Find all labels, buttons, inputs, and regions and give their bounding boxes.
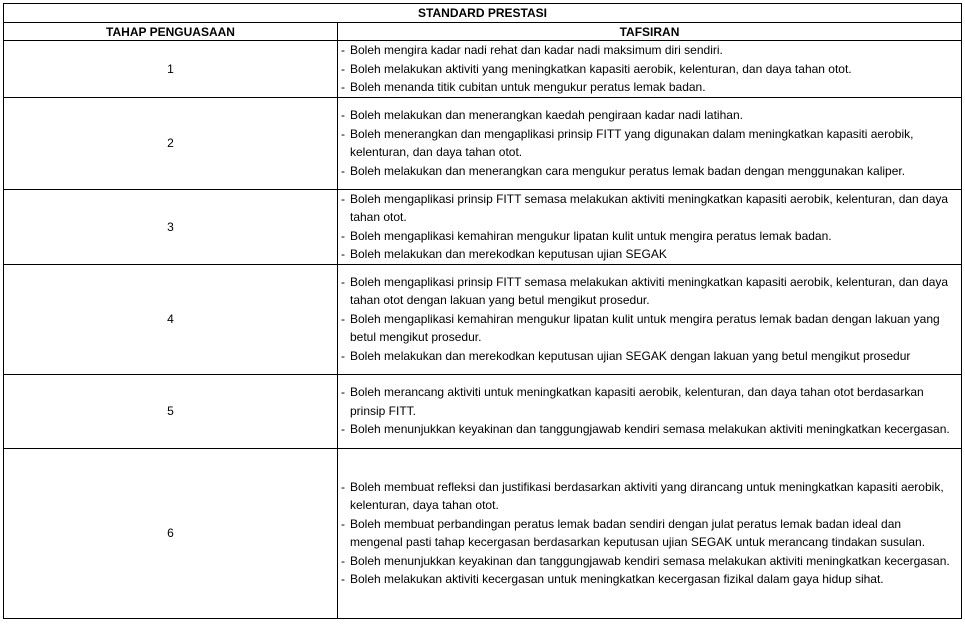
description-item (341, 60, 955, 79)
column-header-description: TAFSIRAN (338, 23, 962, 41)
description-text: Boleh menanda titik cubitan untuk mengukur peratus lemak badan. (350, 80, 706, 94)
description-text: Boleh melakukan aktiviti kecergasan untuk meningkatkan kecergasan fizikal dalam gaya hidup sihat. (350, 572, 884, 586)
bullet-dash: - (341, 479, 345, 494)
description-cell (338, 264, 962, 374)
bullet-dash: - (341, 80, 345, 94)
description-cell (338, 41, 962, 98)
bullet-dash: - (341, 572, 345, 586)
standard-prestasi-table (3, 3, 962, 619)
description-cell (338, 374, 962, 448)
table-row (4, 264, 962, 374)
bullet-dash: - (341, 274, 345, 289)
level-cell: 2 (4, 97, 338, 189)
level-cell: 1 (4, 41, 338, 98)
description-item (341, 227, 955, 246)
description-item (341, 162, 955, 181)
description-item (341, 190, 955, 227)
description-cell (338, 189, 962, 264)
description-text: Boleh mengaplikasi prinsip FITT semasa melakukan aktiviti meningkatkan kapasiti aerobik, kelenturan, dan daya tahan otot. (350, 191, 949, 224)
standard-prestasi-table-wrapper (3, 3, 961, 619)
description-text: Boleh membuat refleksi dan justifikasi berdasarkan aktiviti yang dirancang untuk meningkatkan kapasiti aerobik, kelenturan, daya tahan otot. (350, 479, 944, 512)
table-row (4, 448, 962, 618)
bullet-dash: - (341, 126, 345, 141)
description-cell (338, 97, 962, 189)
table-row (4, 41, 962, 98)
table-row (4, 97, 962, 189)
table-title: STANDARD PRESTASI (4, 4, 962, 23)
description-item (341, 478, 955, 515)
bullet-dash: - (341, 247, 345, 261)
bullet-dash: - (341, 385, 345, 400)
level-cell: 3 (4, 189, 338, 264)
description-text: Boleh menunjukkan keyakinan dan tanggungjawab kendiri semasa melakukan aktiviti meningkatkan kecergasan. (350, 422, 950, 437)
description-item (341, 125, 955, 162)
bullet-dash: - (341, 311, 345, 326)
description-item (341, 310, 955, 347)
description-text: Boleh melakukan dan menerangkan kaedah pengiraan kadar nadi latihan. (350, 108, 743, 122)
description-text: Boleh mengaplikasi kemahiran mengukur lipatan kulit untuk mengira peratus lemak badan dengan lakuan yang betul mengikut prosedur. (350, 311, 940, 345)
table-row (4, 189, 962, 264)
description-item (341, 106, 955, 125)
description-item (341, 41, 955, 60)
table-row (4, 374, 962, 448)
description-text: Boleh membuat perbandingan peratus lemak badan sendiri dengan julat peratus lemak badan ideal dan mengenal pasti tahap kecergasan berdasarkan keputusan ujian SEGAK untuk merancang tindakan susulan. (350, 516, 926, 549)
title-row (4, 4, 962, 23)
description-text: Boleh melakukan dan menerangkan cara mengukur peratus lemak badan dengan menggunakan kaliper. (350, 163, 906, 178)
description-item (341, 78, 955, 97)
description-cell (338, 448, 962, 618)
description-text: Boleh melakukan dan merekodkan keputusan ujian SEGAK dengan lakuan yang betul mengikut prosedur (350, 348, 911, 363)
description-item (341, 245, 955, 264)
level-cell: 4 (4, 264, 338, 374)
description-item (341, 515, 955, 552)
description-text: Boleh melakukan dan merekodkan keputusan ujian SEGAK (350, 247, 667, 261)
description-text: Boleh mengaplikasi prinsip FITT semasa melakukan aktiviti meningkatkan kapasiti aerobik, kelenturan, dan daya tahan otot dengan lakuan yang betul mengikut prosedur. (350, 274, 949, 308)
description-text: Boleh mengira kadar nadi rehat dan kadar nadi maksimum diri sendiri. (350, 43, 723, 57)
bullet-dash: - (341, 61, 345, 76)
bullet-dash: - (341, 108, 345, 122)
description-item (341, 383, 955, 420)
column-header-level: TAHAP PENGUASAAN (4, 23, 338, 41)
description-item (341, 347, 955, 366)
header-row (4, 23, 962, 41)
description-text: Boleh melakukan aktiviti yang meningkatkan kapasiti aerobik, kelenturan, dan daya tahan otot. (350, 61, 852, 76)
bullet-dash: - (341, 163, 345, 178)
description-text: Boleh menerangkan dan mengaplikasi prinsip FITT yang digunakan dalam meningkatkan kapasiti aerobik, kelenturan, dan daya tahan otot. (350, 126, 914, 159)
bullet-dash: - (341, 43, 345, 57)
description-text: Boleh menunjukkan keyakinan dan tanggungjawab kendiri semasa melakukan aktiviti meningkatkan kecergasan. (350, 553, 950, 568)
level-cell: 5 (4, 374, 338, 448)
bullet-dash: - (341, 348, 345, 363)
description-item (341, 552, 955, 571)
bullet-dash: - (341, 553, 345, 568)
bullet-dash: - (341, 228, 345, 243)
bullet-dash: - (341, 422, 345, 437)
bullet-dash: - (341, 516, 345, 531)
description-text: Boleh mengaplikasi kemahiran mengukur lipatan kulit untuk mengira peratus lemak badan. (350, 228, 832, 243)
description-item (341, 570, 955, 589)
description-item (341, 273, 955, 310)
description-text: Boleh merancang aktiviti untuk meningkatkan kapasiti aerobik, kelenturan, dan daya tahan otot berdasarkan prinsip FITT. (350, 385, 924, 418)
bullet-dash: - (341, 191, 345, 206)
level-cell: 6 (4, 448, 338, 618)
description-item (341, 420, 955, 439)
